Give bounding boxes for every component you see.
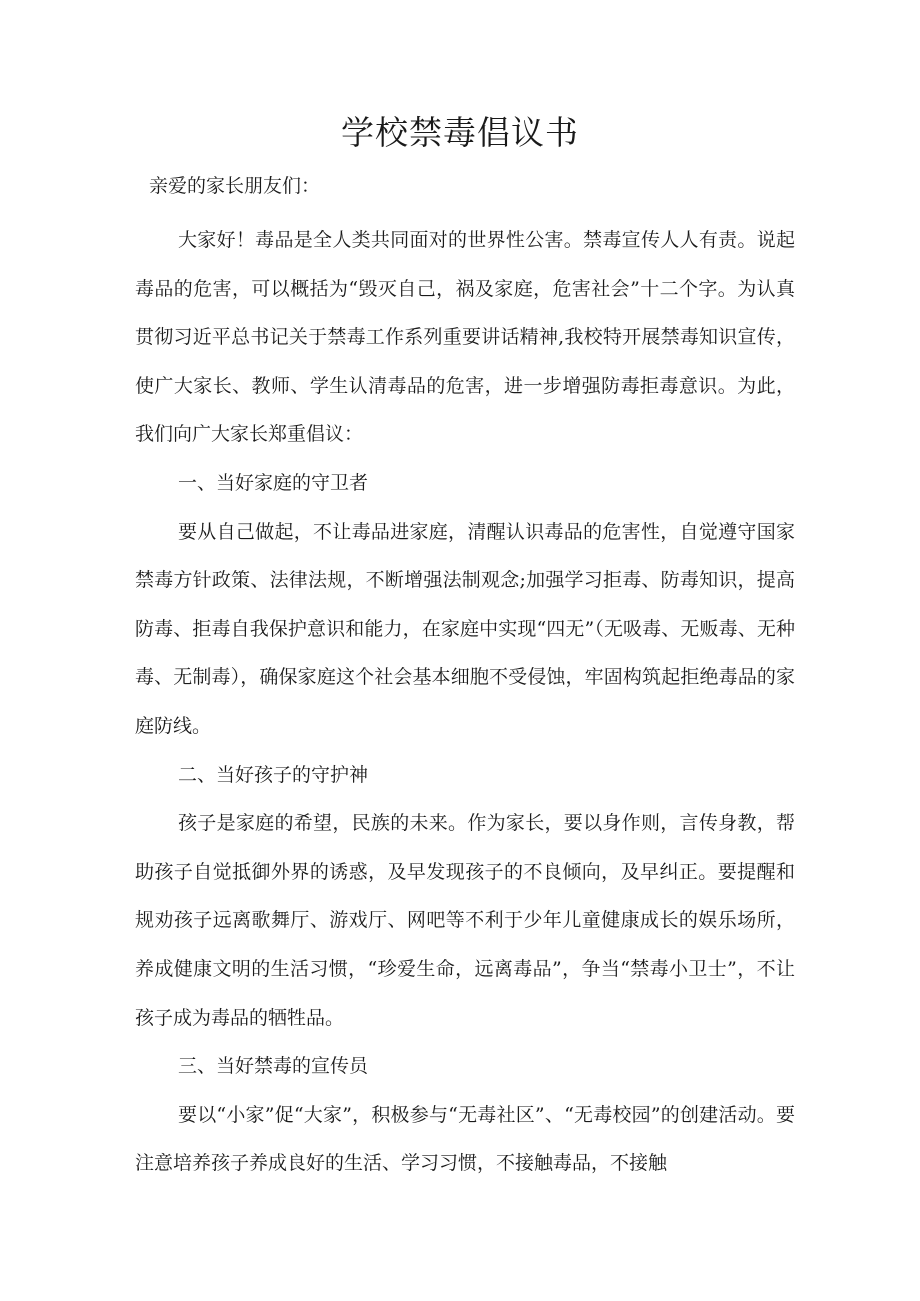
document-title: 学校禁毒倡议书 [341, 113, 579, 152]
section-paragraph-3: 要以“小家”促“大家”，积极参与“无毒社区”、“无毒校园”的创建活动。要注意培养孩子养成良好的生活、学习习惯，不接触毒品，不接触 [135, 1103, 795, 1175]
section-heading-1: 一、当好家庭的守卫者 [178, 471, 369, 494]
document-body [135, 168, 795, 1188]
section-heading-2: 二、当好孩子的守护神 [178, 763, 369, 786]
section-paragraph-2: 孩子是家庭的希望，民族的未来。作为家长，要以身作则，言传身教，帮助孩子自觉抵御外界的诱惑，及早发现孩子的不良倾向，及早纠正。要提醒和规劝孩子远离歌舞厅、游戏厅、网吧等不利于少年儿童健康成长的娱乐场所，养成健康文明的生活习惯，“珍爱生命，远离毒品”，争当“禁毒小卫士”，不让孩子成为毒品的牺牲品。 [135, 812, 795, 1029]
salutation: 亲爱的家长朋友们： [149, 175, 321, 197]
section-paragraph-1: 要从自己做起，不让毒品进家庭，清醒认识毒品的危害性，自觉遵守国家禁毒方针政策、法律法规，不断增强法制观念;加强学习拒毒、防毒知识，提高防毒、拒毒自我保护意识和能力，在家庭中实现“四无”（无吸毒、无贩毒、无种毒、无制毒），确保家庭这个社会基本细胞不受侵蚀，牢固构筑起拒绝毒品的家庭防线。 [135, 520, 795, 737]
intro-paragraph: 大家好！毒品是全人类共同面对的世界性公害。禁毒宣传人人有责。说起毒品的危害，可以概括为“毁灭自己，祸及家庭，危害社会”十二个字。为认真贯彻习近平总书记关于禁毒工作系列重要讲话精神,我校特开展禁毒知识宣传，使广大家长、教师、学生认清毒品的危害，进一步增强防毒拒毒意识。为此，我们向广大家长郑重倡议： [135, 229, 795, 446]
section-heading-3: 三、当好禁毒的宣传员 [178, 1055, 369, 1078]
